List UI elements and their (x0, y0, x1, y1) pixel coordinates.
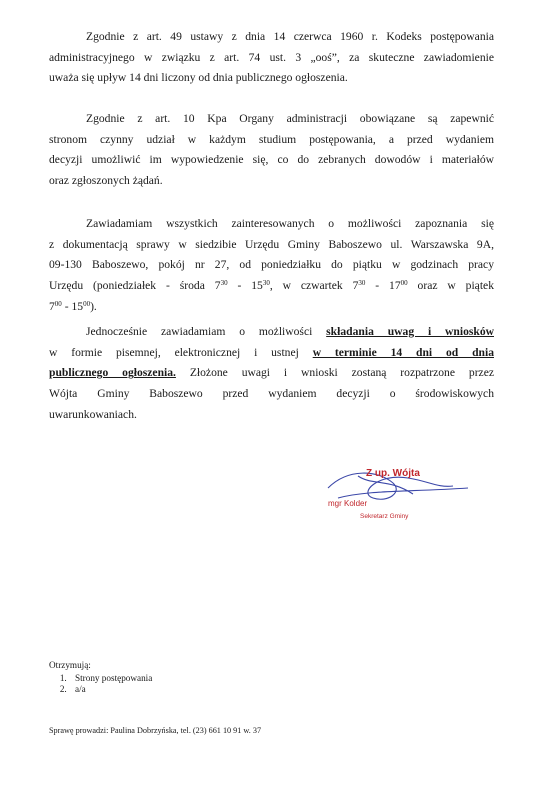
text-line: 09-130 Baboszewo, pokój nr 27, od poniedziałku do piątku w godzinach pracy (49, 258, 494, 272)
text-line: stronom czynny udział w każdym studium postępowania, a przed wydaniem (49, 132, 494, 146)
paragraph-notice-art49 (49, 27, 494, 89)
list-item: 1. Strony postępowania (69, 673, 152, 685)
list-item: 2. a/a (69, 684, 152, 696)
text-line: Wójta Gminy Baboszewo przed wydaniem decyzji o środowiskowych (49, 387, 494, 401)
recipients-heading: Otrzymują: (49, 660, 91, 670)
text-line: decyzji umożliwić im wypowiedzenie się, co do zebranych dowodów i materiałów (49, 153, 494, 167)
text-line: z dokumentacją sprawy w siedzibie Urzędu Gminy Baboszewo ul. Warszawska 9A, (49, 237, 494, 251)
emphasis-announcement: publicznego ogłoszenia. (49, 366, 176, 380)
recipients-block (49, 660, 152, 696)
text-line: Zgodnie z art. 49 ustawy z dnia 14 czerwca 1960 r. Kodeks postępowania (86, 30, 494, 43)
text-line: Zawiadamiam wszystkich zainteresowanych o możliwości zapoznania się (86, 217, 494, 230)
text-line: Urzędu (poniedziałek - środa $7^{30} - 15^{30}$, w czwartek $7^{30} - 17^{00}$ oraz w piątek (49, 279, 494, 293)
text-line: uważa się upływ 14 dni liczony od dnia publicznego ogłoszenia. (49, 71, 348, 85)
case-handler-footer: Sprawę prowadzi: Paulina Dobrzyńska, tel. (23) 661 10 91 w. 37 (49, 726, 262, 735)
emphasis-deadline: w terminie 14 dni od dnia (312, 345, 494, 359)
paragraph-art10-kpa (49, 109, 494, 192)
signature-line-3: Sekretarz Gminy (360, 513, 409, 520)
text-line: Zgodnie z art. 10 Kpa Organy administracji obowiązane są zapewnić (86, 112, 494, 125)
signature-line-2: mgr Kolder (328, 499, 368, 508)
signature-stamp (318, 448, 488, 526)
text-line: administracyjnego w związku z art. 74 ust. 3 „ooś”, za skuteczne zawiadomienie (49, 50, 494, 64)
recipients-list (49, 673, 152, 696)
text-line: publicznego ogłoszenia. Złożone uwagi i wnioski zostaną rozpatrzone przez (49, 366, 494, 380)
text-line: w formie pisemnej, elektronicznej i ustnej w terminie 14 dni od dnia (49, 345, 494, 359)
text-line: uwarunkowaniach. (49, 407, 137, 421)
signature-line-1: Z up. Wójta (366, 468, 420, 479)
text-line: oraz zgłoszonych żądań. (49, 174, 163, 188)
emphasis-comments: składania uwag i wniosków (326, 325, 494, 338)
text-line: $7^{00} - 15^{00}$). (49, 299, 97, 313)
paragraph-documentation-access (49, 214, 494, 318)
paragraph-comments-deadline (49, 322, 494, 426)
text-line: Jednocześnie zawiadamiam o możliwości składania uwag i wniosków (86, 325, 494, 338)
